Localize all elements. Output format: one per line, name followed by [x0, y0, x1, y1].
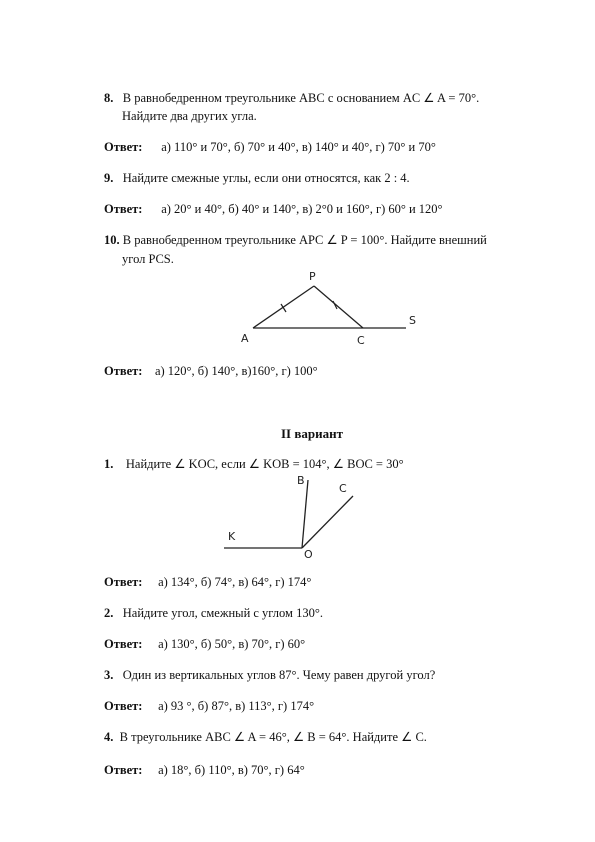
question-number: 3. — [104, 668, 114, 682]
label-k: K — [228, 530, 236, 543]
label-p: P — [309, 270, 316, 283]
question-number: 9. — [104, 171, 114, 185]
answer-options: а) 20° и 40°, б) 40° и 140°, в) 2°0 и 160°, г) 60° и 120° — [161, 202, 443, 216]
question-text: В треугольнике ABC ∠ A = 46°, ∠ B = 64°. Найдите ∠ C. — [119, 730, 427, 744]
q8-line1 — [104, 90, 479, 106]
question-text: В равнобедренном треугольнике APC ∠ P = 100°. Найдите внешний — [122, 233, 487, 247]
answer-options: а) 130°, б) 50°, в) 70°, г) 60° — [158, 637, 306, 651]
q8-line2: Найдите два других угла. — [122, 109, 257, 123]
question-number: 2. — [104, 606, 114, 620]
v2q3-answer — [104, 698, 314, 714]
answer-label: Ответ: — [104, 637, 143, 651]
answer-label: Ответ: — [104, 699, 143, 713]
label-c: C — [339, 482, 347, 495]
question-number: 1. — [104, 457, 114, 471]
q10-line1 — [104, 232, 487, 248]
v2q4-answer — [104, 762, 305, 778]
v2q2-answer — [104, 636, 305, 652]
answer-options: а) 120°, б) 140°, в)160°, г) 100° — [154, 364, 318, 378]
ray-oc — [302, 496, 353, 548]
label-a: A — [241, 332, 249, 345]
question-text: Найдите ∠ KOC, если ∠ KOB = 104°, ∠ BOC = 30° — [125, 457, 404, 471]
answer-label: Ответ: — [104, 140, 143, 154]
q9-line1 — [104, 170, 410, 186]
v2q4-line1 — [104, 729, 427, 745]
v2q3-line1 — [104, 667, 435, 683]
question-number: 10. — [104, 233, 120, 247]
question-number: 4. — [104, 730, 114, 744]
label-b: B — [297, 474, 305, 487]
q9-answer — [104, 201, 443, 217]
answer-label: Ответ: — [104, 763, 143, 777]
question-text: Найдите угол, смежный с углом 130°. — [122, 606, 323, 620]
q8-answer — [104, 139, 436, 155]
q10-answer — [104, 363, 318, 379]
triangle-apc-figure — [236, 268, 436, 348]
q10-line2: угол PCS. — [122, 252, 174, 266]
variant-heading: II вариант — [281, 426, 343, 441]
answer-label: Ответ: — [104, 202, 143, 216]
ray-ob — [302, 480, 308, 548]
answer-options: а) 93 °, б) 87°, в) 113°, г) 174° — [158, 699, 315, 713]
v2q1-answer — [104, 574, 311, 590]
angle-kob-figure — [220, 470, 370, 560]
question-text: В равнобедренном треугольнике ABC с основанием AC ∠ A = 70°. — [122, 91, 480, 105]
label-s: S — [409, 314, 416, 327]
answer-options: а) 134°, б) 74°, в) 64°, г) 174° — [158, 575, 312, 589]
question-text: Один из вертикальных углов 87°. Чему равен другой угол? — [122, 668, 436, 682]
label-o: O — [304, 548, 313, 561]
answer-label: Ответ: — [104, 575, 143, 589]
answer-options: а) 18°, б) 110°, в) 70°, г) 64° — [158, 763, 305, 777]
label-c: C — [357, 334, 365, 347]
answer-label: Ответ: — [104, 364, 143, 378]
question-number: 8. — [104, 91, 114, 105]
v2q2-line1 — [104, 605, 323, 621]
side-pc — [314, 286, 363, 328]
question-text: Найдите смежные углы, если они относятся, как 2 : 4. — [122, 171, 410, 185]
answer-options: а) 110° и 70°, б) 70° и 40°, в) 140° и 40°, г) 70° и 70° — [161, 140, 436, 154]
